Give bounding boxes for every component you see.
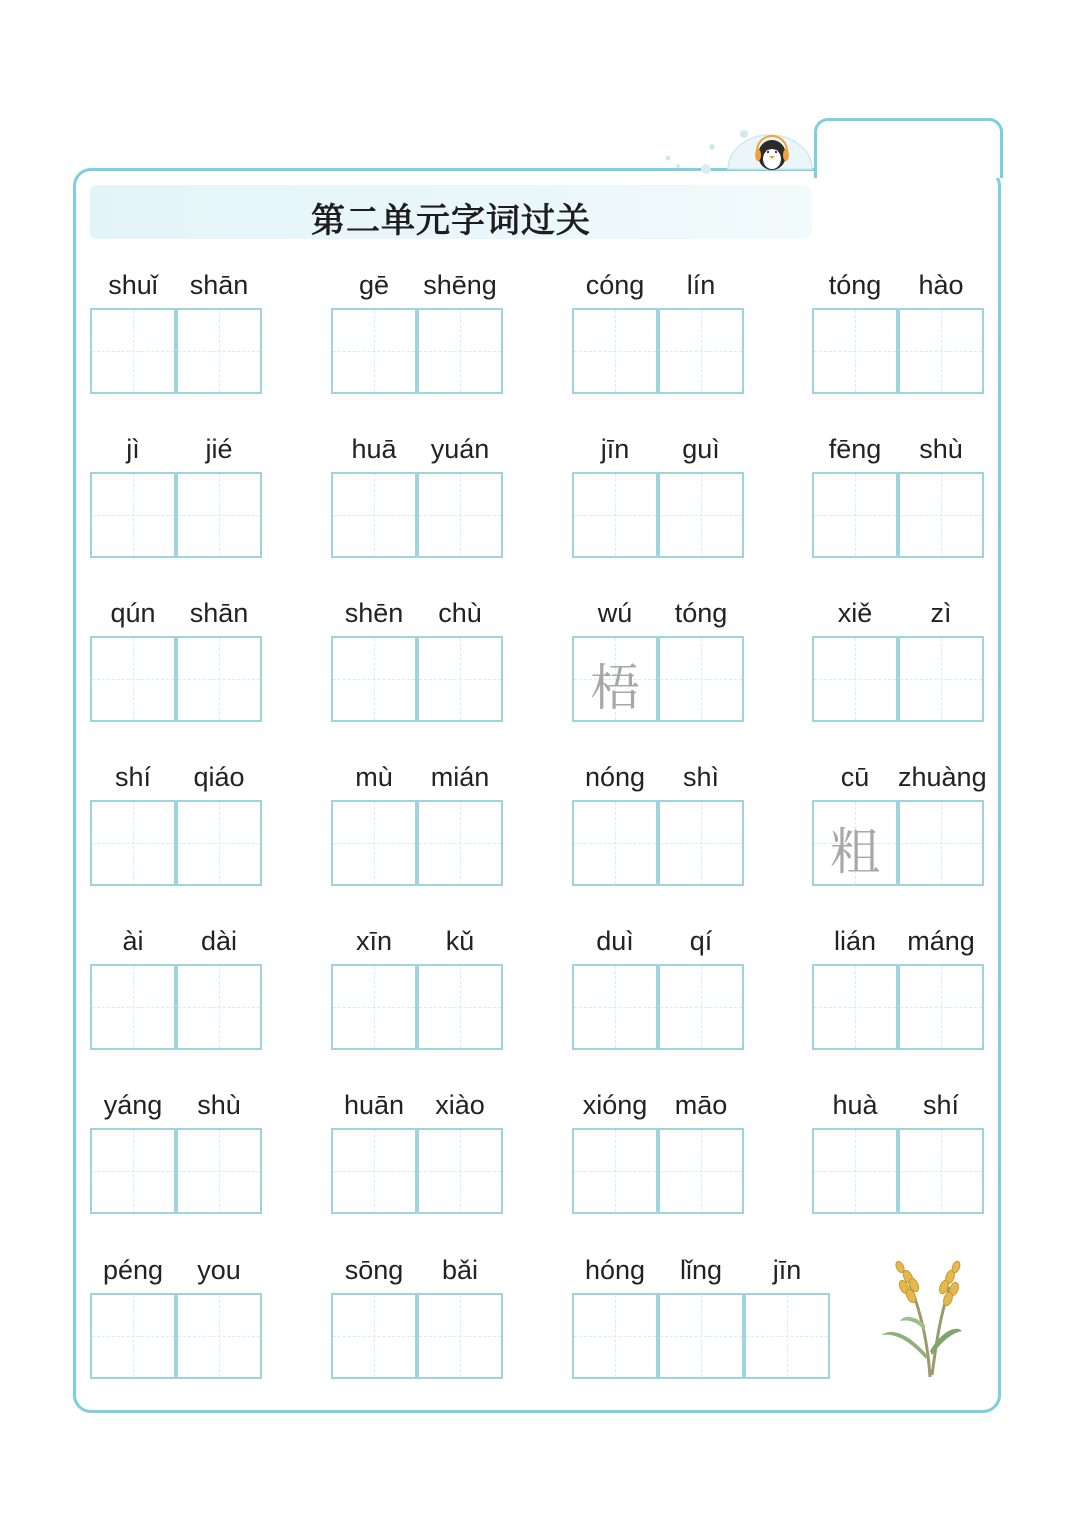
cell-guide-vertical [219, 802, 220, 884]
cell-guide-vertical [701, 310, 702, 392]
cell-guide-vertical [374, 474, 375, 556]
pinyin-label: duì [596, 926, 634, 956]
pinyin-label: ài [122, 926, 144, 956]
pinyin-label: gē [358, 270, 390, 300]
word-item [812, 270, 984, 396]
writing-cell[interactable] [812, 1128, 898, 1214]
page-title: 第二单元字词过关 [311, 201, 591, 241]
writing-cell[interactable] [812, 308, 898, 394]
writing-cell[interactable] [176, 472, 262, 558]
cell-guide-vertical [219, 966, 220, 1048]
cell-guide-vertical [460, 474, 461, 556]
cell-guide-vertical [460, 310, 461, 392]
cell-guide-vertical [219, 1130, 220, 1212]
pinyin-label: you [197, 1255, 241, 1285]
cell-guide-vertical [701, 802, 702, 884]
word-item [812, 1090, 984, 1216]
cell-guide-vertical [941, 474, 942, 556]
word-item [812, 762, 987, 888]
writing-cell[interactable] [812, 636, 898, 722]
pinyin-label: yuán [430, 434, 490, 464]
writing-cell[interactable] [898, 800, 984, 886]
pinyin-label: zì [930, 598, 952, 628]
cell-guide-vertical [615, 474, 616, 556]
pinyin-label: shuǐ [108, 270, 158, 300]
cell-guide-vertical [941, 966, 942, 1048]
cell-guide-vertical [374, 638, 375, 720]
pinyin-label: sōng [344, 1255, 404, 1285]
cell-guide-vertical [941, 802, 942, 884]
pinyin-label: tóng [828, 270, 882, 300]
word-item [572, 1090, 744, 1216]
writing-cell[interactable] [176, 308, 262, 394]
pinyin-label: zhuàng [898, 762, 987, 792]
word-item [331, 926, 503, 1052]
writing-cell[interactable] [898, 964, 984, 1050]
writing-cell[interactable] [90, 636, 176, 722]
pinyin-label: mián [430, 762, 490, 792]
pinyin-label: jīn [772, 1255, 802, 1285]
word-item [572, 1255, 830, 1381]
writing-cell[interactable] [417, 1293, 503, 1379]
pinyin-label: guì [682, 434, 720, 464]
cell-guide-vertical [133, 1295, 134, 1377]
writing-cell[interactable] [572, 964, 658, 1050]
word-item [90, 926, 262, 1052]
pinyin-label: shí [114, 762, 152, 792]
writing-cell[interactable] [572, 308, 658, 394]
writing-cell[interactable] [90, 800, 176, 886]
cell-guide-vertical [219, 310, 220, 392]
pinyin-label: jīn [600, 434, 630, 464]
cell-guide-vertical [374, 310, 375, 392]
word-item [572, 434, 744, 560]
word-item [90, 598, 262, 724]
word-item [331, 598, 503, 724]
cell-guide-vertical [460, 966, 461, 1048]
word-item [90, 1090, 262, 1216]
cell-guide-vertical [460, 638, 461, 720]
writing-cell[interactable] [572, 800, 658, 886]
hint-character: 粗 [830, 823, 880, 881]
pinyin-label: qún [110, 598, 156, 628]
writing-cell[interactable] [812, 964, 898, 1050]
word-item [812, 434, 984, 560]
cell-guide-vertical [133, 966, 134, 1048]
hint-character: 梧 [590, 659, 640, 717]
writing-cell[interactable] [572, 472, 658, 558]
pinyin-label: xiào [435, 1090, 485, 1120]
writing-cell[interactable] [176, 636, 262, 722]
pinyin-label: jì [126, 434, 140, 464]
pinyin-label: tóng [674, 598, 728, 628]
pinyin-label: cóng [585, 270, 645, 300]
cell-guide-vertical [460, 1295, 461, 1377]
word-item [331, 1255, 503, 1381]
cell-guide-vertical [133, 310, 134, 392]
cell-guide-vertical [701, 1130, 702, 1212]
cell-guide-vertical [374, 966, 375, 1048]
pinyin-label: fēng [828, 434, 882, 464]
cell-guide-vertical [701, 1295, 702, 1377]
word-item [90, 270, 262, 396]
pinyin-label: jié [205, 434, 233, 464]
pinyin-label: mù [355, 762, 393, 792]
writing-cell[interactable] [898, 1128, 984, 1214]
pinyin-label: shù [919, 434, 963, 464]
cell-guide-vertical [133, 1130, 134, 1212]
writing-cell[interactable] [90, 964, 176, 1050]
writing-cell[interactable] [331, 1128, 417, 1214]
writing-cell[interactable] [572, 1293, 658, 1379]
writing-cell[interactable] [90, 1293, 176, 1379]
word-item [572, 762, 744, 888]
writing-cell[interactable] [658, 1128, 744, 1214]
cell-guide-vertical [787, 1295, 788, 1377]
pinyin-label: hóng [584, 1255, 646, 1285]
cell-guide-vertical [460, 1130, 461, 1212]
writing-cell[interactable] [417, 308, 503, 394]
cell-guide-vertical [374, 1130, 375, 1212]
pinyin-label: māo [674, 1090, 728, 1120]
writing-cell[interactable] [744, 1293, 830, 1379]
cell-guide-vertical [855, 1130, 856, 1212]
writing-cell[interactable] [90, 1128, 176, 1214]
writing-cell[interactable] [812, 472, 898, 558]
writing-cell[interactable] [658, 1293, 744, 1379]
writing-cell[interactable] [90, 472, 176, 558]
pinyin-label: lǐng [679, 1255, 723, 1285]
cell-guide-vertical [460, 802, 461, 884]
writing-cell[interactable] [417, 964, 503, 1050]
cell-guide-vertical [219, 474, 220, 556]
writing-cell[interactable] [331, 472, 417, 558]
cell-guide-vertical [133, 802, 134, 884]
cell-guide-vertical [615, 310, 616, 392]
word-item [572, 926, 744, 1052]
cell-guide-vertical [941, 638, 942, 720]
word-item [331, 434, 503, 560]
writing-cell[interactable] [898, 636, 984, 722]
pinyin-label: wú [597, 598, 633, 628]
word-item [90, 762, 262, 888]
pinyin-label: shù [197, 1090, 241, 1120]
cell-guide-vertical [855, 966, 856, 1048]
pinyin-label: péng [102, 1255, 164, 1285]
writing-cell[interactable] [658, 308, 744, 394]
pinyin-label: lián [833, 926, 877, 956]
word-item [812, 598, 984, 724]
writing-cell[interactable] [658, 800, 744, 886]
cell-guide-vertical [133, 638, 134, 720]
pinyin-label: qiáo [193, 762, 245, 792]
pinyin-label: bǎi [441, 1255, 479, 1285]
cell-guide-vertical [615, 1130, 616, 1212]
writing-cell[interactable] [331, 1293, 417, 1379]
word-item [331, 270, 503, 396]
cell-guide-vertical [133, 474, 134, 556]
writing-cell[interactable] [572, 1128, 658, 1214]
wheat-icon [870, 1255, 970, 1380]
pinyin-label: chù [438, 598, 482, 628]
cell-guide-vertical [941, 310, 942, 392]
cell-guide-vertical [701, 638, 702, 720]
writing-cell[interactable] [331, 964, 417, 1050]
word-item [90, 434, 262, 560]
cell-guide-vertical [855, 310, 856, 392]
pinyin-label: huà [832, 1090, 878, 1120]
cell-guide-vertical [855, 638, 856, 720]
writing-cell[interactable] [417, 636, 503, 722]
cell-guide-vertical [701, 966, 702, 1048]
writing-cell[interactable] [898, 472, 984, 558]
pinyin-label: kǔ [445, 926, 475, 956]
cell-guide-vertical [855, 474, 856, 556]
pinyin-label: xióng [582, 1090, 648, 1120]
pinyin-label: yáng [103, 1090, 163, 1120]
writing-cell[interactable] [331, 308, 417, 394]
cell-guide-vertical [374, 802, 375, 884]
writing-cell[interactable] [417, 1128, 503, 1214]
pinyin-label: nóng [584, 762, 646, 792]
pinyin-label: shì [682, 762, 720, 792]
pinyin-label: shí [922, 1090, 960, 1120]
pinyin-label: xiě [837, 598, 873, 628]
word-item [812, 926, 984, 1052]
word-item [331, 762, 503, 888]
word-item [331, 1090, 503, 1216]
pinyin-label: huā [351, 434, 397, 464]
cell-guide-vertical [615, 1295, 616, 1377]
writing-cell[interactable] [176, 800, 262, 886]
writing-cell[interactable] [417, 472, 503, 558]
pinyin-label: hào [918, 270, 964, 300]
pinyin-label: shān [189, 270, 249, 300]
pinyin-label: lín [686, 270, 716, 300]
word-item [572, 270, 744, 396]
cell-guide-vertical [941, 1130, 942, 1212]
cell-guide-vertical [615, 966, 616, 1048]
cell-guide-vertical [219, 638, 220, 720]
word-item [572, 598, 744, 724]
writing-cell[interactable] [572, 636, 658, 722]
writing-cell[interactable] [898, 308, 984, 394]
cell-guide-vertical [615, 802, 616, 884]
writing-cell[interactable] [331, 636, 417, 722]
writing-cell[interactable] [331, 800, 417, 886]
pinyin-label: qí [689, 926, 713, 956]
writing-cell[interactable] [417, 800, 503, 886]
writing-cell[interactable] [658, 964, 744, 1050]
writing-cell[interactable] [658, 636, 744, 722]
cell-guide-vertical [219, 1295, 220, 1377]
pinyin-label: shēng [423, 270, 497, 300]
pinyin-label: huān [343, 1090, 405, 1120]
cell-guide-vertical [374, 1295, 375, 1377]
writing-cell[interactable] [176, 1293, 262, 1379]
pinyin-label: cū [840, 762, 870, 792]
pinyin-label: shān [189, 598, 249, 628]
pinyin-label: máng [907, 926, 975, 956]
cell-guide-vertical [701, 474, 702, 556]
pinyin-label: shēn [344, 598, 404, 628]
pinyin-label: dài [200, 926, 238, 956]
writing-cell[interactable] [90, 308, 176, 394]
writing-cell[interactable] [176, 1128, 262, 1214]
writing-cell[interactable] [176, 964, 262, 1050]
writing-cell[interactable] [812, 800, 898, 886]
writing-cell[interactable] [658, 472, 744, 558]
word-item [90, 1255, 262, 1381]
pinyin-label: xīn [355, 926, 393, 956]
